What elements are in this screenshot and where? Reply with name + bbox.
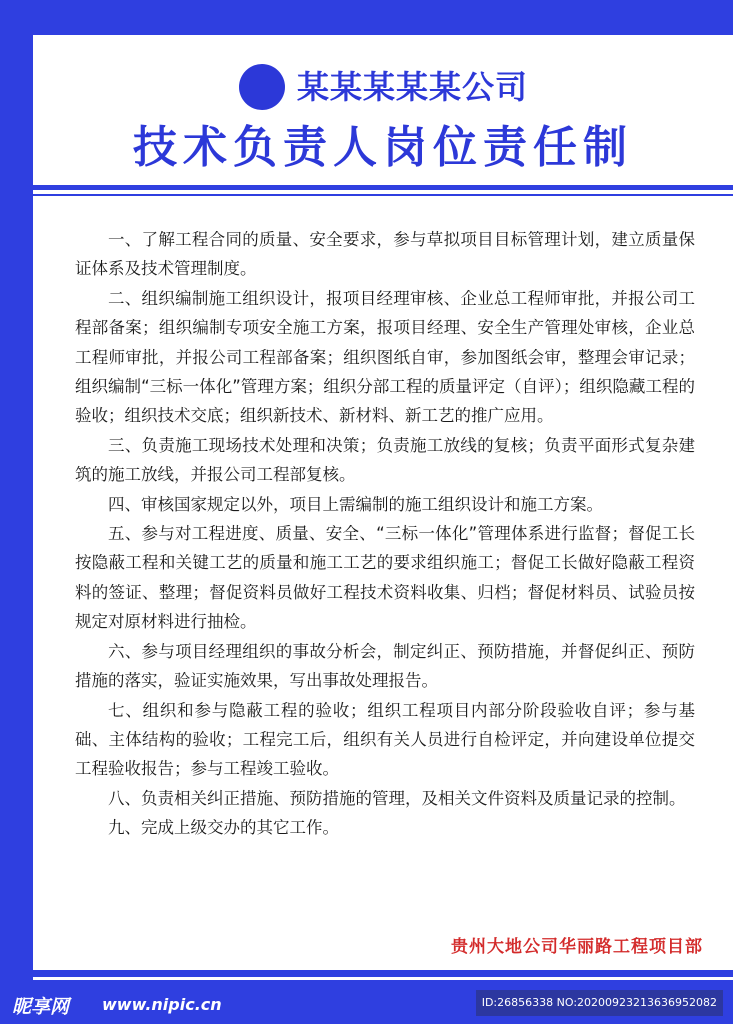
clause-9: 九、完成上级交办的其它工作。 — [108, 818, 339, 838]
clause-6: 六、参与项目经理组织的事故分析会，制定纠正、预防措施，并督促纠正、预防措施的落实，验证实施效果，写出事故处理报告。 — [75, 641, 695, 691]
clause-7: 七、组织和参与隐蔽工程的验收；组织工程项目内部分阶段验收自评；参与基础、主体结构的验收；工程完工后，组织有关人员进行自检评定，并向建设单位提交工程验收报告；参与工程竣工验收。 — [75, 700, 695, 779]
clause-2: 二、组织编制施工组织设计，报项目经理审核、企业总工程师审批，并报公司工程部备案；组织编制专项安全施工方案，报项目经理、安全生产管理处审核，企业总工程师审批，并报公司工程部备案；组织图纸自审，参加图纸会审，整理会审记录；组织编制“三标一体化”管理方案；组织分部工程的质量评定（自评）；组织隐藏工程的验收；组织技术交底；组织新技术、新材料、新工艺的推广应用。 — [75, 288, 695, 426]
company-name: 某某某某某公司 — [297, 68, 529, 106]
clause-8: 八、负责相关纠正措施、预防措施的管理，及相关文件资料及质量记录的控制。 — [108, 788, 686, 808]
document-title: 技术负责人岗位责任制 — [133, 122, 633, 173]
clause-4: 四、审核国家规定以外，项目上需编制的施工组织设计和施工方案。 — [108, 494, 603, 514]
clause-5: 五、参与对工程进度、质量、安全、“三标一体化”管理体系进行监督；督促工长按隐蔽工程和关键工艺的质量和施工工艺的要求组织施工；督促工长做好隐蔽工程资料的签证、整理；督促资料员做好工程技术资料收集、归档；督促材料员、试验员按规定对原材料进行抽检。 — [75, 524, 695, 632]
footer-divider — [33, 977, 733, 980]
watermark-site-link[interactable]: www.nipic.cn — [102, 995, 222, 1014]
header-divider-thin — [33, 194, 733, 196]
company-logo-icon — [239, 64, 285, 110]
document-body — [75, 225, 695, 843]
issuer-signature: 贵州大地公司华丽路工程项目部 — [451, 937, 703, 957]
watermark-id-label: ID:26856338 NO:20200923213636952082 — [476, 990, 723, 1016]
header — [33, 35, 733, 193]
clause-1: 一、了解工程合同的质量、安全要求，参与草拟项目目标管理计划，建立质量保证体系及技术管理制度。 — [75, 230, 695, 279]
poster-sheet — [33, 35, 733, 970]
watermark-logo: 昵享网 — [12, 996, 70, 1018]
header-divider-thick — [33, 185, 733, 190]
clause-3: 三、负责施工现场技术处理和决策；负责施工放线的复核；负责平面形式复杂建筑的施工放线，并报公司工程部复核。 — [75, 435, 695, 485]
